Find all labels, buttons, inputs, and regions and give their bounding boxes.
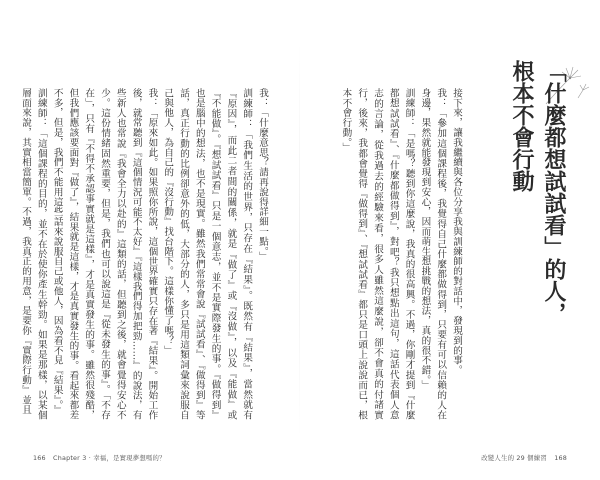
left-paragraph-run: 我：「什麼意思？請再說得詳細一點。」: [257, 88, 268, 262]
right-paragraph: 接下來，讓我繼續與各位分享我與訓練師的對話中，發現到的事。: [451, 88, 462, 376]
chapter-title-line-2: 根本不會行動: [509, 60, 535, 192]
left-paragraph: [254, 88, 270, 420]
left-paragraph-run: 我：「原來如此。如果照你所說，這個世界確實只存在著『結果』。開始工作後，就常聽到『這個情況可能不太好』『這樣我們得加把勁……』的說法，有些新人也常說『我會全力以赴的』這類的話，但聽到之後，就會覺得安心不少。這份情緒固然重要，但是，我們也可以說這是『從未發生的事』。「不存在」，只有『不得不承認事實就是這樣』，才是真實發生的事。雖然很殘酷，但我們應該要面對『做了』，結果就是這樣，才是真實發生的事。看起來都差不多，但是，我們不能用這些話來說服自己或他人，因為看不見『結果』。』: [51, 88, 158, 420]
right-page-body: [316, 88, 464, 420]
left-paragraph: [159, 88, 254, 420]
right-page-number: 168: [554, 454, 567, 462]
left-page-chapter: Chapter 3 · 幸福，是實現夢想嗎的？: [53, 454, 166, 462]
right-page-footer: [481, 453, 572, 462]
left-paragraph-run: 訓練師：「這個課程的目的，並不在於使你產生幹勁。如果是那樣，以某個層面來說，其實相當簡單。不過，我真正的用意，是要你『實際行動』並且: [20, 88, 47, 420]
left-paragraph-run: 訓練師：「我們生活的世界，只存在『結果』。既然有『結果』，當然就有『原因』，而此二者間的關係，就是『做了』或『沒做』，以及『能做』或『不能做』。『想試試看』只是一個意志，並不是實際發生的事。『做得到』也是腦中的想法，也不是現實。雖然我們常常會說『試試看』、『做得到』等話，真正行動的比例卻意外的低，大部分的人，多只是用這類詞彙來說服自己與他人，為自己的『沒行動』找台階下。這樣你懂了嗎？」: [162, 88, 253, 420]
left-paragraph: [17, 88, 49, 420]
chapter-title-line-1: 「什麼都想試試看」的人，: [541, 60, 567, 324]
left-page-footer: [28, 453, 166, 462]
left-page-number: 166: [33, 454, 46, 462]
right-page: [300, 0, 600, 480]
left-paragraph: [49, 88, 160, 420]
left-page-body: [20, 88, 270, 420]
right-paragraph: 我：「參加這個課程後，我覺得自己什麼都做得到，只要有可以信賴的人在身邊，果然就能發現到安心，因而萌生想挑戰的想法，真的很不錯。」: [419, 88, 447, 420]
chapter-title: [486, 60, 570, 360]
right-page-running-title: 改變人生的 29 個練習: [481, 454, 547, 462]
right-paragraph: 訓練師：「是嗎？聽到你這麼說，我真的很高興。不過，你剛才提到『什麼都想試試看』、『什麼都做得到』，對吧？我只想點出這句，這話代表個人意志的言論，從我過去的經驗來看，很多人雖然這麼說，卻不會真的付諸實行，後來，我都會覺得『做得到』、『想試試看』都只是口頭上說說而已，根本不會行動。」: [340, 88, 415, 420]
